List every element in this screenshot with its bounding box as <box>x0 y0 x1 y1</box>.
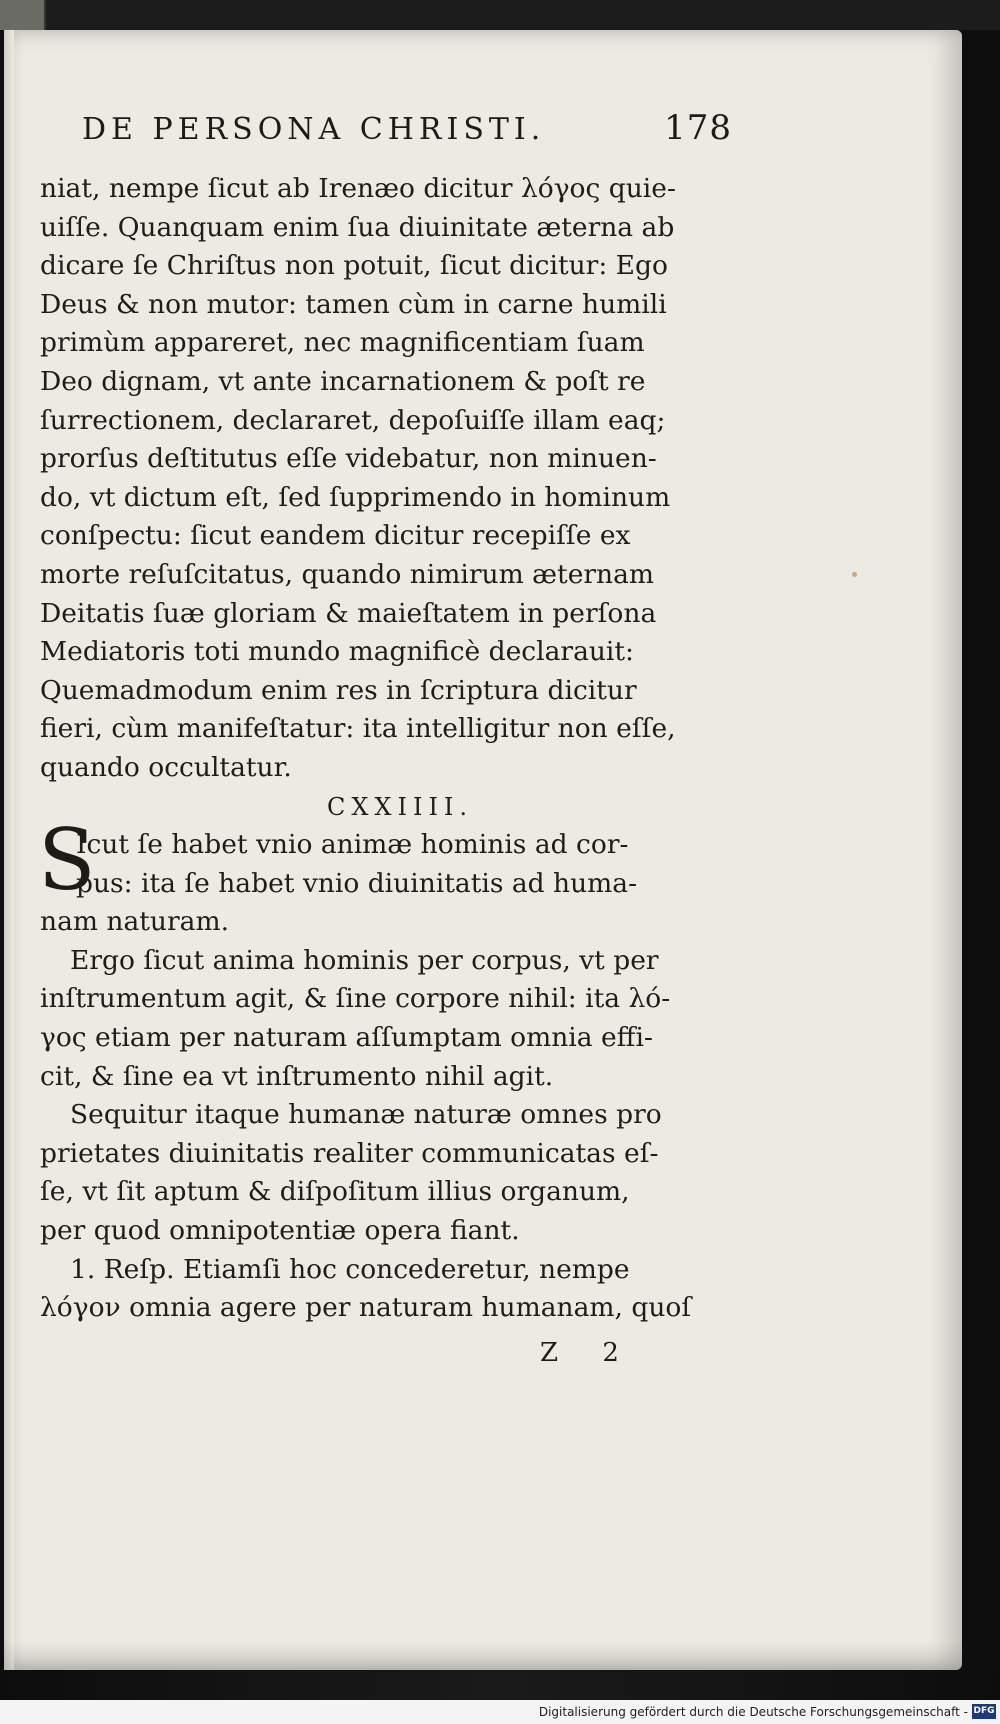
text-line: Deo dignam, vt ante incarnationem & poſt re <box>40 365 646 397</box>
page-number: 178 <box>664 108 732 148</box>
text-line: Icut ſe habet vnio animæ hominis ad cor- <box>76 829 629 861</box>
text-line: ſe, vt ſit aptum & diſpoſitum illius organum, <box>40 1176 630 1208</box>
page-bottom-shadow <box>4 1640 962 1670</box>
text-line: nam naturam. <box>40 906 230 938</box>
text-line: Deitatis ſuæ gloriam & maieſtatem in perſona <box>40 597 657 629</box>
paper-stain <box>852 572 857 577</box>
drop-cap-initial: S <box>38 811 96 910</box>
text-line: conſpectu: ſicut eandem dicitur recepiſſe ex <box>40 520 631 552</box>
section-heading: CXXIIII. <box>326 792 474 821</box>
paragraph-thesis <box>38 811 720 942</box>
text-line: λόγον omnia agere per naturam humanam, quoſ <box>40 1292 692 1324</box>
text-line: Quemadmodum enim res in ſcriptura dicitur <box>40 674 637 706</box>
digitization-footer <box>0 1700 1000 1724</box>
text-line: dicare ſe Chriſtus non potuit, ſicut dicitur: Ego <box>40 250 668 282</box>
text-line: Sequitur itaque humanæ naturæ omnes pro <box>70 1099 662 1131</box>
running-title: DE PERSONA CHRISTI. <box>82 112 546 147</box>
text-line: prorſus deſtitutus eſſe videbatur, non minuen- <box>40 443 657 475</box>
paragraph-sequitur <box>40 1096 720 1250</box>
text-line: quando occultatur. <box>40 751 292 783</box>
text-line: inſtrumentum agit, & ſine corpore nihil: ita λό- <box>40 983 671 1015</box>
text-line: uiſſe. Quanquam enim ſua diuinitate æterna ab <box>40 211 675 243</box>
text-line: Deus & non mutor: tamen cùm in carne humili <box>40 288 667 320</box>
text-line: morte reſuſcitatus, quando nimirum æternam <box>40 558 655 590</box>
page-gutter-shadow <box>4 30 14 1670</box>
running-header <box>82 108 732 162</box>
paragraph-continuation <box>40 170 720 788</box>
text-line: fieri, cùm manifeſtatur: ita intelligitur non eſſe, <box>40 713 676 745</box>
funding-credit: Digitalisierung gefördert durch die Deutsche Forschungsgemeinschaft - <box>538 1705 968 1719</box>
scan-corner-tab <box>0 0 46 30</box>
main-text <box>40 170 720 1374</box>
text-line: 1. Reſp. Etiamſi hoc concederetur, nempe <box>70 1253 630 1285</box>
text-line: γος etiam per naturam aſſumptam omnia effi- <box>40 1022 653 1054</box>
text-line: primùm appareret, nec magnificentiam ſuam <box>40 327 645 359</box>
text-line: do, vt dictum eſt, ſed ſupprimendo in hominum <box>40 481 671 513</box>
text-line: niat, nempe ſicut ab Irenæo dicitur λόγος quie- <box>40 173 676 204</box>
book-binding-edge <box>962 30 1000 1670</box>
signature-mark: Z 2 <box>540 1337 637 1368</box>
paragraph-response <box>40 1251 720 1328</box>
text-line: pus: ita ſe habet vnio diuinitatis ad huma- <box>76 867 638 899</box>
text-line: cit, & ſine ea vt inſtrumento nihil agit. <box>40 1060 554 1092</box>
text-line: Mediatoris toti mundo magnificè declarauit: <box>40 636 634 668</box>
text-line: ſurrectionem, declararet, depoſuiſſe illam eaq; <box>40 404 666 436</box>
text-line: prietates diuinitatis realiter communicatas eſ- <box>40 1137 659 1169</box>
text-line: Ergo ſicut anima hominis per corpus, vt per <box>70 944 659 976</box>
scan-top-strip <box>0 0 1000 30</box>
dfg-logo: DFG <box>972 1704 996 1719</box>
text-line: per quod omnipotentiæ opera fiant. <box>40 1215 520 1247</box>
thesis-remaining-lines <box>40 903 720 942</box>
thesis-first-lines <box>40 826 720 903</box>
paragraph-ergo <box>40 942 720 1096</box>
